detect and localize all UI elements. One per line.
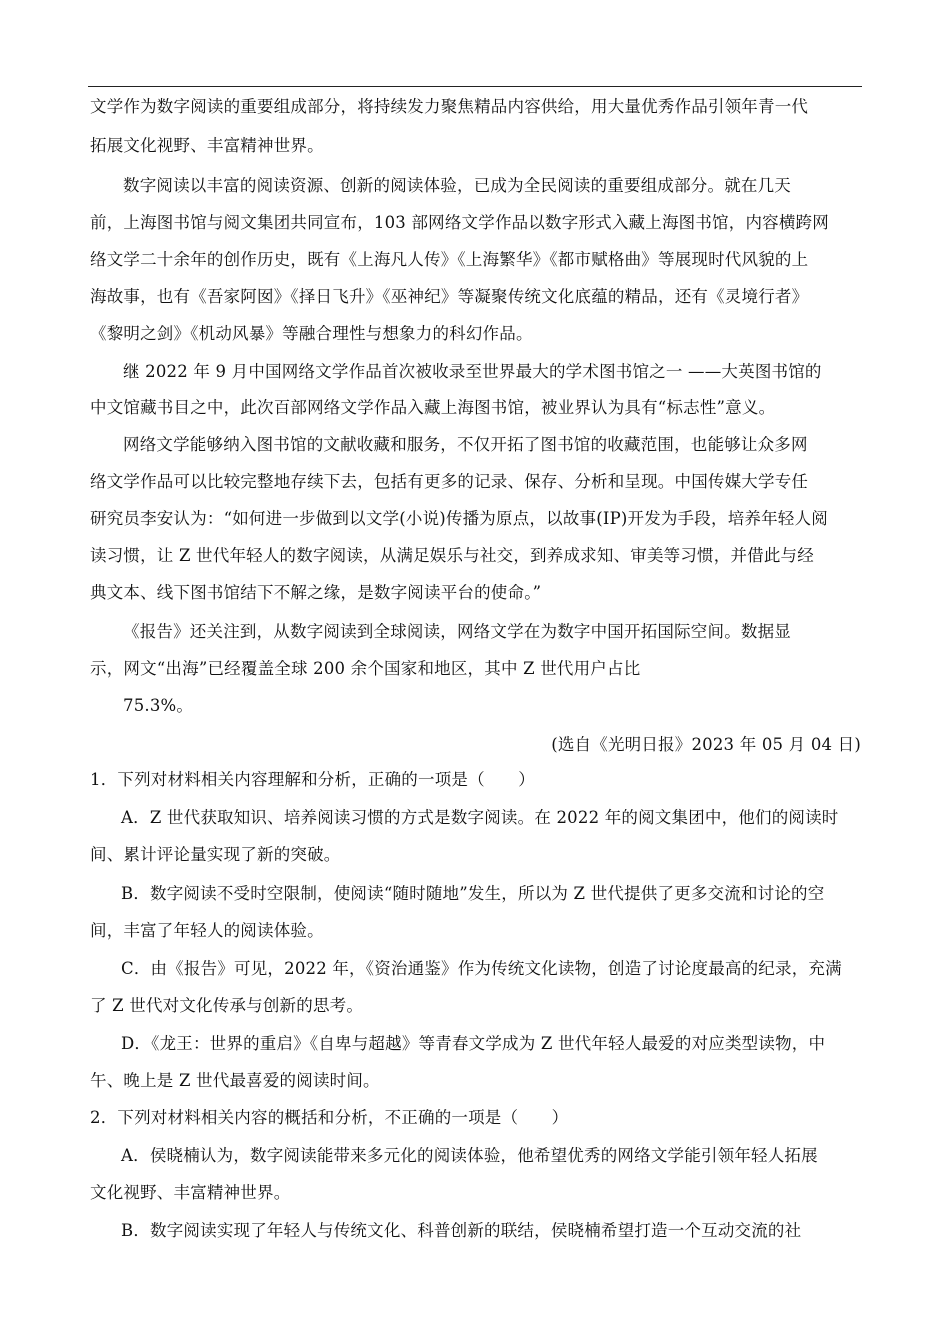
question-stem: 2．下列对材料相关内容的概括和分析，不正确的一项是（ ） [90,1108,569,1127]
header-rule [88,86,862,87]
passage-line: 典文本、线下图书馆结下不解之缘，是数字阅读平台的使命。” [90,583,542,602]
option-a: A．Z 世代获取知识、培养阅读习惯的方式是数字阅读。在 2022 年的阅文集团中，他们的阅读时 [121,808,839,827]
passage-line: 海故事，也有《吾家阿囡》《择日飞升》《巫神纪》等凝聚传统文化底蕴的精品，还有《灵境行者》 [90,287,809,306]
passage-line: 络文学二十余年的创作历史，既有《上海凡人传》《上海繁华》《都市赋格曲》等展现时代风貌的上 [90,250,809,269]
passage-line: 中文馆藏书目之中，此次百部网络文学作品入藏上海图书馆，被业界认为具有“标志性”意义。 [90,398,776,417]
option-d-cont: 午、晚上是 Z 世代最喜爱的阅读时间。 [90,1071,380,1090]
passage-line: 读习惯，让 Z 世代年轻人的数字阅读，从满足娱乐与社交，到养成求知、审美等习惯，并借此与经 [90,546,814,565]
passage-line: 75.3%。 [123,696,194,715]
source-citation: (选自《光明日报》2023 年 05 月 04 日) [551,735,861,754]
passage-line: 络文学作品可以比较完整地存续下去，包括有更多的记录、保存、分析和呈现。中国传媒大学专任 [90,472,809,491]
option-b-cont: 间，丰富了年轻人的阅读体验。 [90,921,324,940]
question-stem: 1．下列对材料相关内容理解和分析，正确的一项是（ ） [90,770,535,789]
option-b: B．数字阅读不受时空限制，使阅读“随时随地”发生，所以为 Z 世代提供了更多交流和讨论的空 [121,884,825,903]
passage-line: 数字阅读以丰富的阅读资源、创新的阅读体验，已成为全民阅读的重要组成部分。就在几天 [123,176,791,195]
passage-line: 文学作为数字阅读的重要组成部分，将持续发力聚焦精品内容供给，用大量优秀作品引领年青一代 [90,97,809,116]
passage-line: 拓展文化视野、丰富精神世界。 [90,136,324,155]
passage-line: 《报告》还关注到，从数字阅读到全球阅读，网络文学在为数字中国开拓国际空间。数据显 [123,622,791,641]
passage-line: 网络文学能够纳入图书馆的文献收藏和服务，不仅开拓了图书馆的收藏范围，也能够让众多网 [123,435,808,454]
option-c: C．由《报告》可见，2022 年，《资治通鉴》作为传统文化读物，创造了讨论度最高的纪录，充满 [121,959,842,978]
option-a: A．侯晓楠认为，数字阅读能带来多元化的阅读体验，他希望优秀的网络文学能引领年轻人拓展 [121,1146,818,1165]
option-d: D．《龙王：世界的重启》《自卑与超越》等青春文学成为 Z 世代年轻人最爱的对应类型读物，中 [121,1034,826,1053]
passage-line: 《黎明之剑》《机动风暴》等融合理性与想象力的科幻作品。 [90,324,533,343]
option-a-cont: 文化视野、丰富精神世界。 [90,1183,291,1202]
option-a-cont: 间、累计评论量实现了新的突破。 [90,845,341,864]
passage-line: 示，网文“出海”已经覆盖全球 200 余个国家和地区，其中 Z 世代用户占比 [90,659,641,678]
option-c-cont: 了 Z 世代对文化传承与创新的思考。 [90,996,364,1015]
passage-line: 研究员李安认为：“如何进一步做到以文学(小说)传播为原点，以故事(IP)开发为手段，培养年轻人阅 [90,509,828,528]
passage-line: 前，上海图书馆与阅文集团共同宣布，103 部网络文学作品以数字形式入藏上海图书馆，内容横跨网 [90,213,829,232]
passage-line: 继 2022 年 9 月中国网络文学作品首次被收录至世界最大的学术图书馆之一 ——大英图书馆的 [123,362,822,381]
option-b: B．数字阅读实现了年轻人与传统文化、科普创新的联结，侯晓楠希望打造一个互动交流的社 [121,1221,802,1240]
